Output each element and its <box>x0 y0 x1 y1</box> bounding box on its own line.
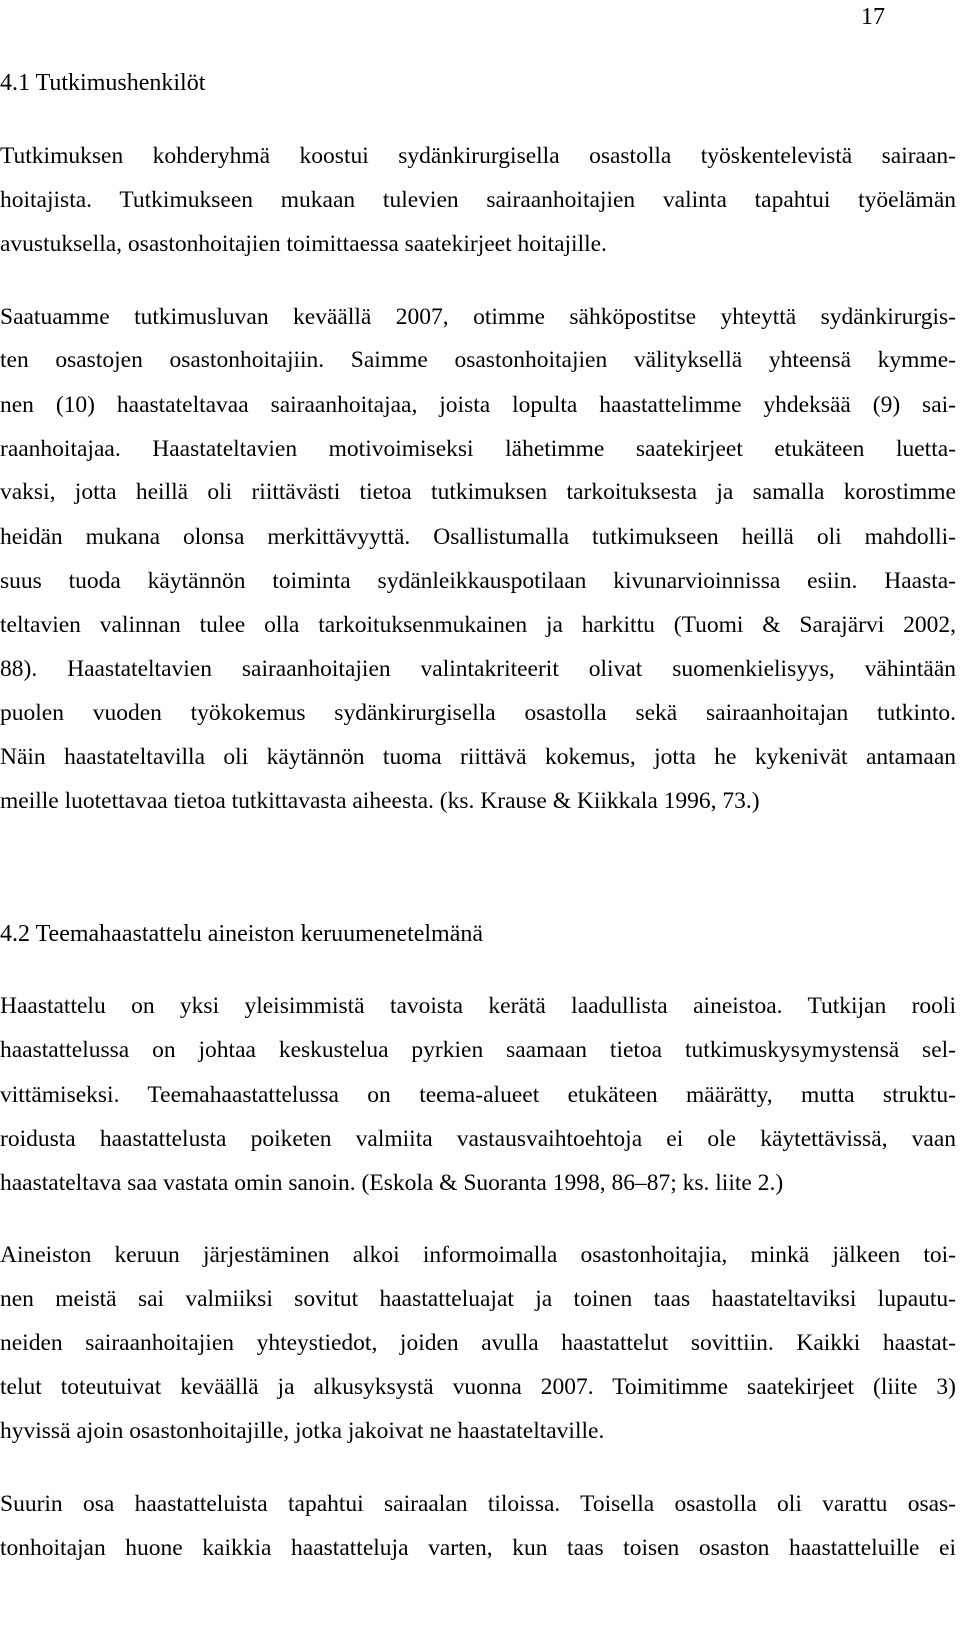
text-line: telut toteutuivat keväällä ja alkusyksystä vuonna 2007. Toimitimme saatekirjeet (liite 3) <box>0 1374 956 1400</box>
text-line: Suurin osa haastatteluista tapahtui sairaalan tiloissa. Toisella osastolla oli varattu osas- <box>0 1491 956 1517</box>
section-heading-4-1: 4.1 Tutkimushenkilöt <box>0 70 206 96</box>
text-line: Haastattelu on yksi yleisimmistä tavoista kerätä laadullista aineistoa. Tutkijan rooli <box>0 993 956 1019</box>
text-line: puolen vuoden työkokemus sydänkirurgisella osastolla sekä sairaanhoitajan tutkinto. <box>0 700 956 726</box>
text-line: neiden sairaanhoitajien yhteystiedot, joiden avulla haastattelut sovittiin. Kaikki haastat- <box>0 1330 956 1356</box>
text-line: 88). Haastateltavien sairaanhoitajien valintakriteerit olivat suomenkielisyys, vähintään <box>0 656 956 682</box>
text-line: nen meistä sai valmiiksi sovitut haastatteluajat ja toinen taas haastateltaviksi lupautu- <box>0 1286 956 1312</box>
text-line: hoitajista. Tutkimukseen mukaan tulevien sairaanhoitajien valinta tapahtui työelämän <box>0 187 956 213</box>
text-line: vittämiseksi. Teemahaastattelussa on teema-alueet etukäteen määrätty, mutta struktu- <box>0 1082 956 1108</box>
text-line: haastattelussa on johtaa keskustelua pyrkien saamaan tietoa tutkimuskysymystensä sel- <box>0 1037 956 1063</box>
text-line: ten osastojen osastonhoitajiin. Saimme osastonhoitajien välityksellä yhteensä kymme- <box>0 347 956 373</box>
page-number: 17 <box>861 4 885 30</box>
text-line: avustuksella, osastonhoitajien toimittaessa saatekirjeet hoitajille. <box>0 231 607 257</box>
text-line: teltavien valinnan tulee olla tarkoituksenmukainen ja harkittu (Tuomi & Sarajärvi 2002, <box>0 612 956 638</box>
text-line: meille luotettavaa tietoa tutkittavasta aiheesta. (ks. Krause & Kiikkala 1996, 73.) <box>0 788 760 814</box>
text-line: tonhoitajan huone kaikkia haastatteluja varten, kun taas toisen osaston haastatteluille ei <box>0 1535 956 1561</box>
text-line: Saatuamme tutkimusluvan keväällä 2007, otimme sähköpostitse yhteyttä sydänkirurgis- <box>0 304 956 330</box>
section-heading-4-2: 4.2 Teemahaastattelu aineiston keruumenetelmänä <box>0 921 484 947</box>
text-line: vaksi, jotta heillä oli riittävästi tietoa tutkimuksen tarkoituksesta ja samalla korostimme <box>0 479 956 505</box>
text-line: hyvissä ajoin osastonhoitajille, jotka jakoivat ne haastateltaville. <box>0 1418 605 1444</box>
text-line: heidän mukana olonsa merkittävyyttä. Osallistumalla tutkimukseen heillä oli mahdolli- <box>0 524 956 550</box>
text-line: nen (10) haastateltavaa sairaanhoitajaa, joista lopulta haastattelimme yhdeksää (9) sai- <box>0 392 956 418</box>
text-line: Aineiston keruun järjestäminen alkoi informoimalla osastonhoitajia, minkä jälkeen toi- <box>0 1242 956 1268</box>
text-line: roidusta haastattelusta poiketen valmiita vastausvaihtoehtoja ei ole käytettävissä, vaan <box>0 1126 956 1152</box>
text-line: raanhoitajaa. Haastateltavien motivoimiseksi lähetimme saatekirjeet etukäteen luetta- <box>0 436 956 462</box>
text-line: haastateltava saa vastata omin sanoin. (Eskola & Suoranta 1998, 86–87; ks. liite 2.) <box>0 1170 784 1196</box>
text-line: suus tuoda käytännön toiminta sydänleikkauspotilaan kivunarvioinnissa esiin. Haasta- <box>0 568 956 594</box>
text-line: Näin haastateltavilla oli käytännön tuoma riittävä kokemus, jotta he kykenivät antamaan <box>0 744 956 770</box>
text-line: Tutkimuksen kohderyhmä koostui sydänkirurgisella osastolla työskentelevistä sairaan- <box>0 143 956 169</box>
